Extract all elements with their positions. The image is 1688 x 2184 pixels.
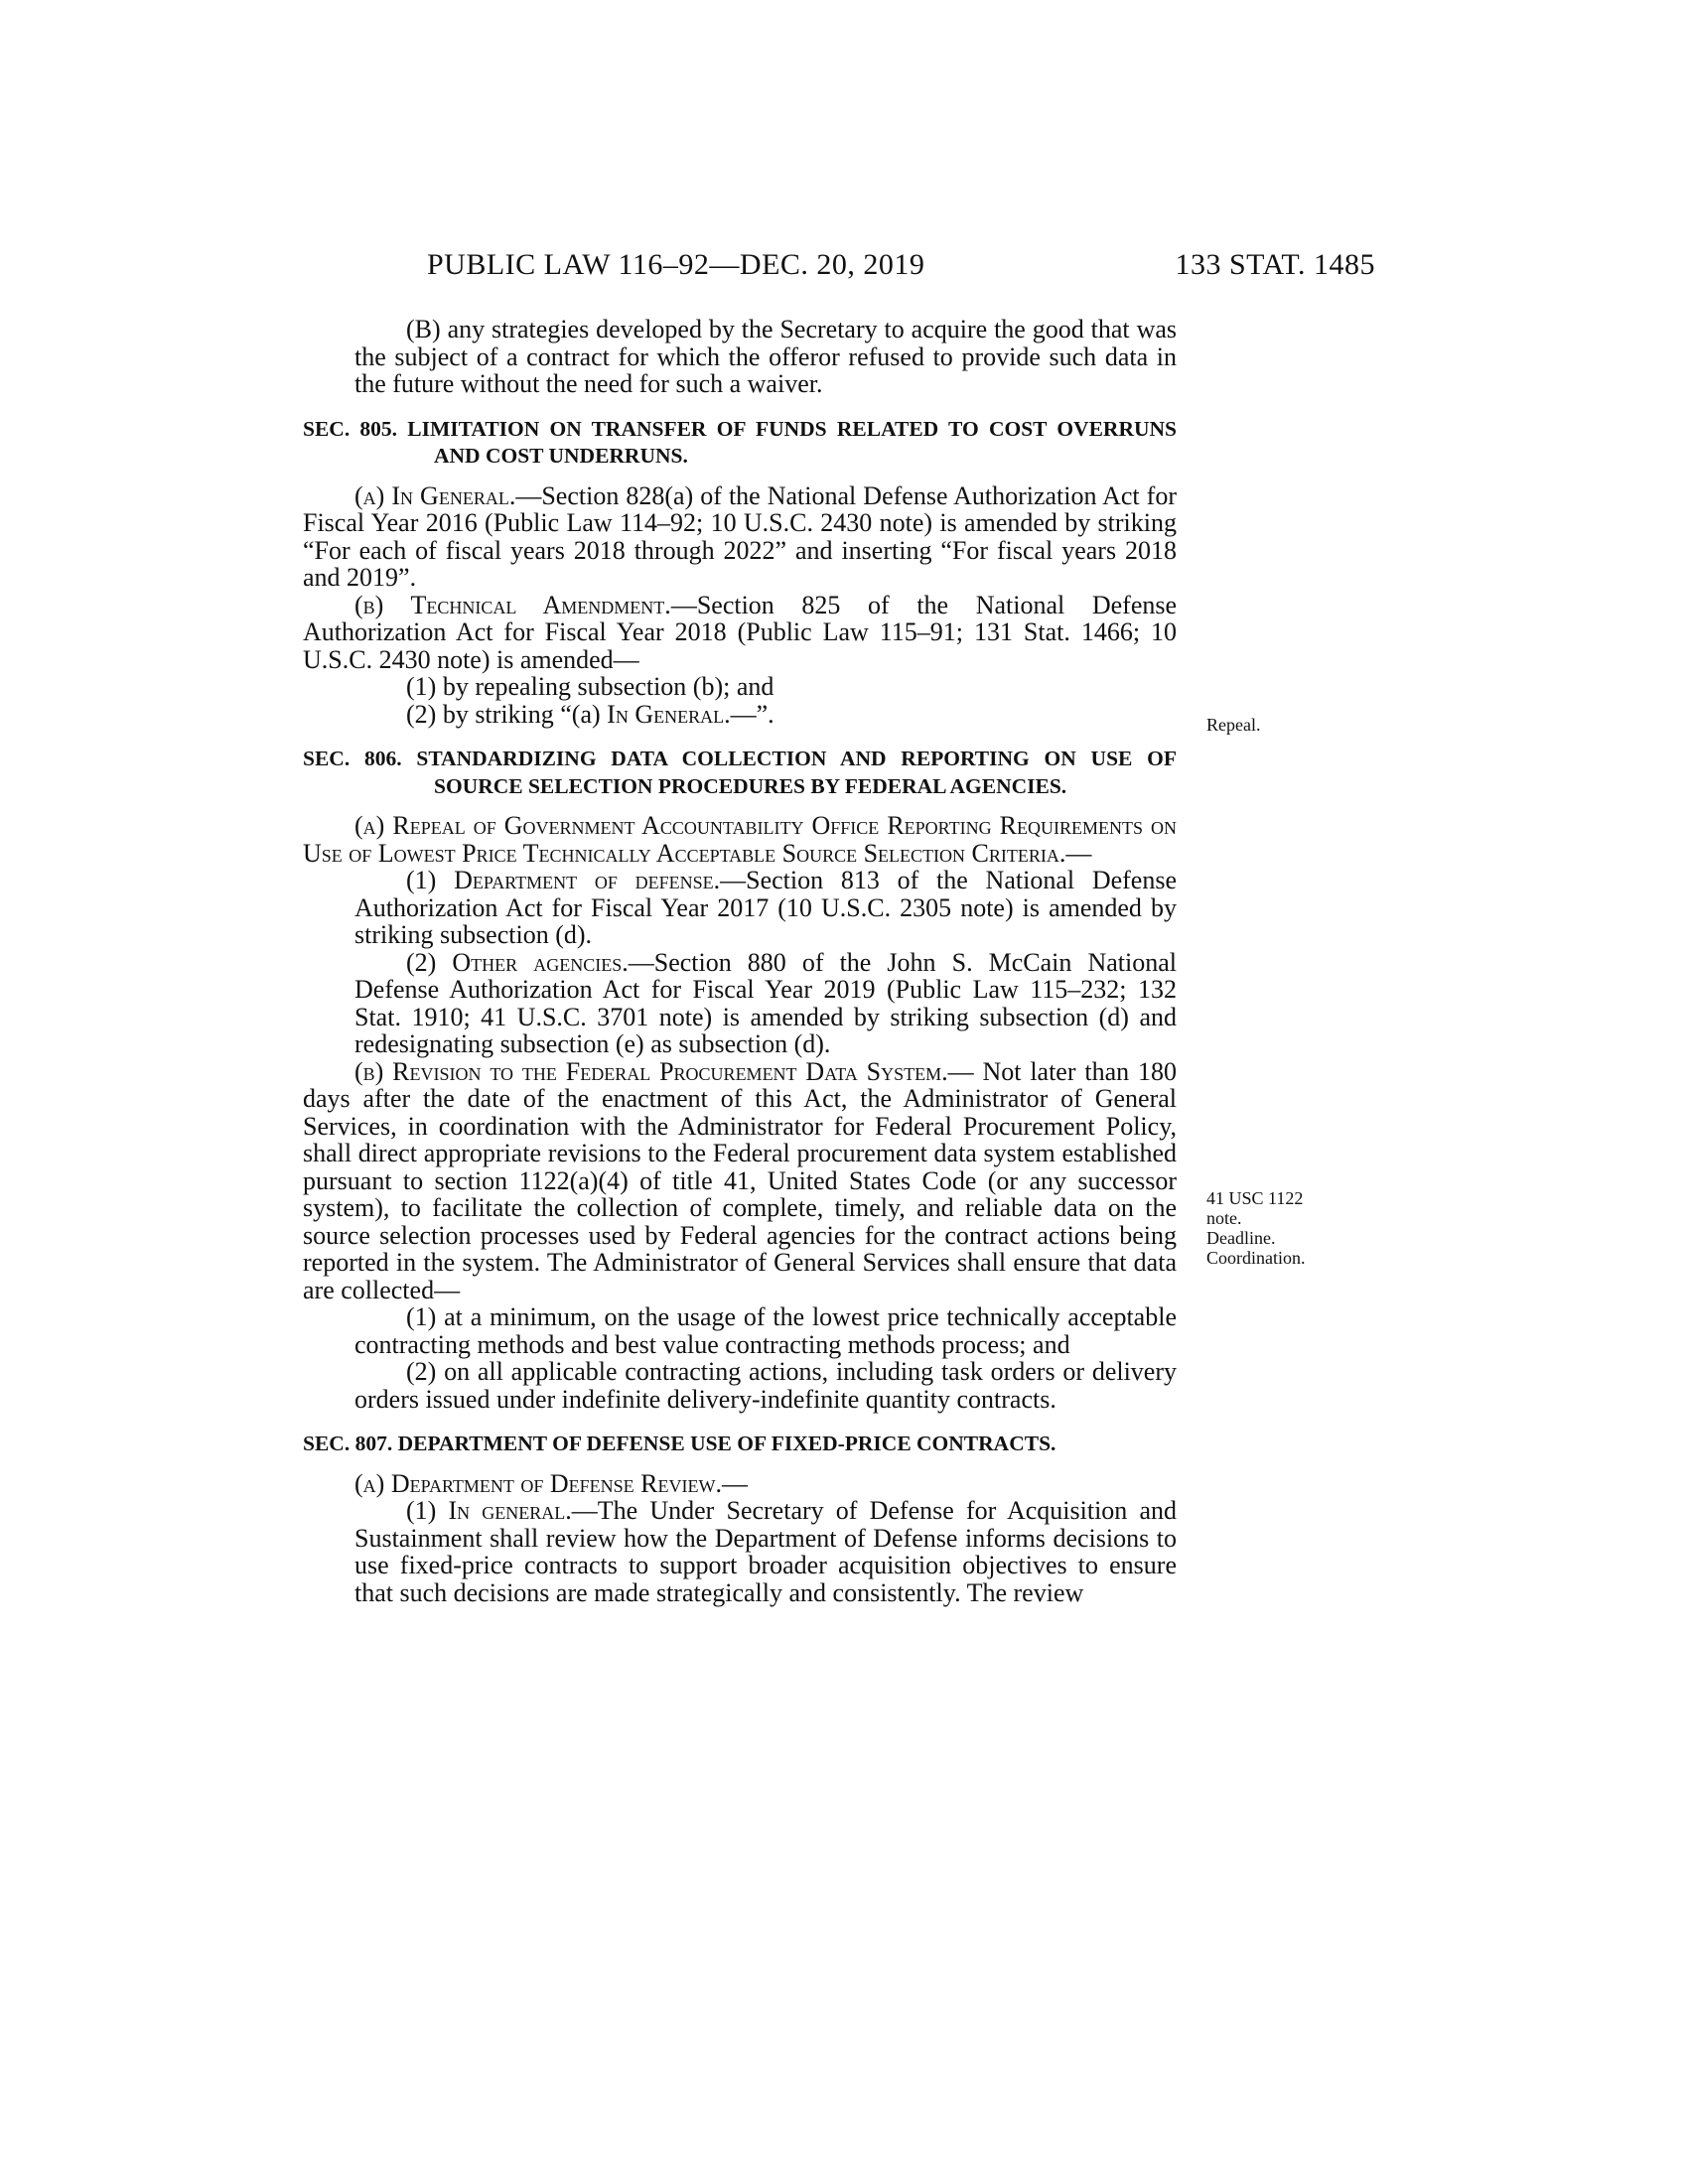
subsection-heading: (b) Revision to the Federal Procurement Data System. xyxy=(354,1056,948,1086)
subsection-text: —Section 825 of the National Defense Authorization Act for Fiscal Year 2018 (Public Law 115–91; 131 Stat. 1466; 10 U.S.C. 2430 note) is amended— xyxy=(303,590,1178,674)
section-805-b-2 xyxy=(303,701,1177,729)
text-run-smallcaps: In General xyxy=(607,699,725,729)
section-807-a-1 xyxy=(303,1497,1177,1606)
section-805-a xyxy=(303,482,1177,592)
subsection-heading: (a) Department of Defense Review. xyxy=(354,1468,722,1498)
section-807-a xyxy=(303,1470,1177,1498)
section-807-heading: SEC. 807. DEPARTMENT OF DEFENSE USE OF FIXED-PRICE CONTRACTS. xyxy=(303,1432,1056,1455)
subsection-text: — Not later than 180 days after the date of the enactment of this Act, the Administrator of General Services, in coordination with the Administrator for Federal Procurement Policy, shall direct appropriate revisions to the Federal procurement data system established pursuant to section 1122(a)(4) of title 41, United States Code (or any successor system), to facilitate the collection of complete, timely, and reliable data on the source selection processes used by Federal agencies for the contract actions being reported in the system. The Administrator of General Services shall ensure that data are collected— xyxy=(303,1056,1178,1304)
text-run: (2) by striking “(a) xyxy=(406,699,608,729)
section-806-b xyxy=(303,1058,1177,1304)
paragraph-heading: (1) In general. xyxy=(406,1496,572,1525)
section-806-a xyxy=(303,812,1177,867)
margin-note-text: Repeal. xyxy=(1206,715,1261,735)
paragraph-text: —Section 880 of the John S. McCain National Defense Authorization Act for Fiscal Year 2019 (Public Law 115–232; 132 Stat. 1910; 41 U.S.C. 3701 note) is amended by striking subsection (d) and redesignating subsection (e) as subsection (d). xyxy=(354,947,1177,1058)
dash: — xyxy=(721,1468,748,1498)
document-body xyxy=(303,316,1177,1606)
dash: — xyxy=(1065,838,1092,868)
paragraph-text: —Section 813 of the National Defense Authorization Act for Fiscal Year 2017 (10 U.S.C. 2305 note) is amended by striking subsection (d). xyxy=(354,866,1178,949)
paragraph-b-strategies: (B) any strategies developed by the Secretary to acquire the good that was the subject of a contract for which the offeror refused to provide such data in the future without the need for such a waiver. xyxy=(354,315,1177,398)
subsection-heading: (a) Repeal of Government Accountability Office Reporting Requirements on Use of Lowest Price Technically Acceptable Source Selection Criteria. xyxy=(303,811,1177,868)
paragraph-heading: (2) Other agencies. xyxy=(406,947,629,977)
margin-note-806b xyxy=(1206,1188,1306,1268)
section-806-a-2 xyxy=(303,949,1177,1058)
text-run: .—”. xyxy=(724,699,774,729)
paragraph-text: —The Under Secretary of Defense for Acquisition and Sustainment shall review how the Department of Defense informs decisions to use fixed-price contracts to support broader acquisition objectives to ensure that such decisions are made strategically and consistently. The review xyxy=(354,1496,1178,1607)
section-805-heading: SEC. 805. LIMITATION ON TRANSFER OF FUNDS RELATED TO COST OVERRUNS AND COST UNDERRUNS. xyxy=(303,416,1177,468)
section-805-b xyxy=(303,592,1177,674)
section-805-b-1: (1) by repealing subsection (b); and xyxy=(406,672,774,701)
section-806-heading: SEC. 806. STANDARDIZING DATA COLLECTION AND REPORTING ON USE OF SOURCE SELECTION PROCEDURES BY FEDERAL AGENCIES. xyxy=(303,747,1177,798)
margin-note-note: note. xyxy=(1206,1208,1242,1228)
subsection-text: —Section 828(a) of the National Defense Authorization Act for Fiscal Year 2016 (Public Law 114–92; 10 U.S.C. 2430 note) is amended by striking “For each of fiscal years 2018 through 2022” and inserting “For fiscal years 2018 and 2019”. xyxy=(303,480,1177,592)
statute-page-number: 133 STAT. 1485 xyxy=(1175,248,1375,281)
margin-note-coordination: Coordination. xyxy=(1206,1248,1306,1268)
section-806-a-1 xyxy=(303,867,1177,949)
margin-note-citation: 41 USC 1122 xyxy=(1206,1188,1304,1208)
section-806-b-1: (1) at a minimum, on the usage of the lowest price technically acceptable contracting methods and best value contracting methods process; and xyxy=(354,1302,1177,1359)
subsection-heading: (a) In General. xyxy=(354,480,516,510)
margin-note-deadline: Deadline. xyxy=(1206,1228,1276,1248)
running-head-title: PUBLIC LAW 116–92—DEC. 20, 2019 xyxy=(427,248,925,281)
paragraph-heading: (1) Department of defense. xyxy=(406,866,721,894)
margin-note-repeal xyxy=(1206,715,1260,735)
page-header xyxy=(427,248,1375,288)
subsection-heading: (b) Technical Amendment. xyxy=(354,590,671,619)
section-806-b-2: (2) on all applicable contracting actions, including task orders or delivery orders issued under indefinite delivery-indefinite quantity contracts. xyxy=(354,1357,1177,1414)
